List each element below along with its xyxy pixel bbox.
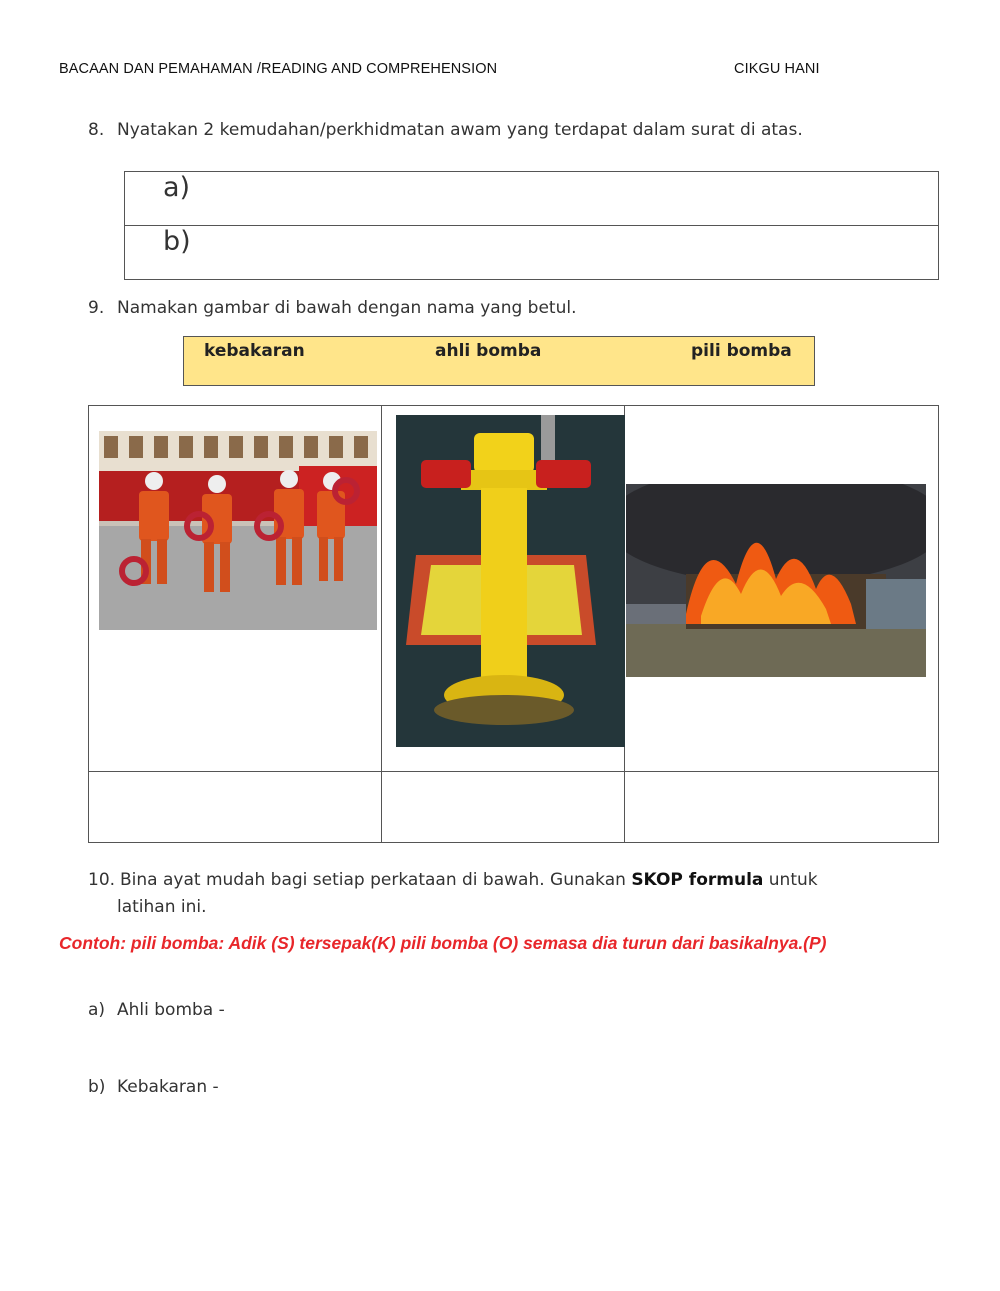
question-8	[88, 120, 803, 140]
item-text: Ahli bomba -	[117, 1000, 225, 1020]
item-label: a)	[88, 1000, 106, 1020]
word-bank-item[interactable]: pili bomba	[691, 341, 792, 361]
answer-row-b[interactable]: b)	[125, 226, 939, 280]
example-sentence: Contoh: pili bomba: Adik (S) tersepak(K) pili bomba (O) semasa dia turun dari basikalnya.(P)	[59, 933, 827, 953]
answer-row-a[interactable]: a)	[125, 172, 939, 226]
word-bank-item[interactable]: ahli bomba	[435, 341, 542, 361]
picture-table	[88, 405, 939, 843]
question-9	[88, 298, 577, 318]
picture-cell-firefighters	[89, 406, 382, 772]
answer-cell-2[interactable]	[382, 772, 625, 843]
word-bank-item[interactable]: kebakaran	[204, 341, 305, 361]
item-label: b)	[88, 1077, 106, 1097]
header-author: CIKGU HANI	[734, 61, 820, 77]
word-bank	[183, 336, 815, 386]
header-title: BACAAN DAN PEMAHAMAN /READING AND COMPREHENSION	[59, 61, 498, 77]
item-text: Kebakaran -	[117, 1077, 219, 1097]
answer-cell-1[interactable]	[89, 772, 382, 843]
answer-cell-3[interactable]	[625, 772, 939, 843]
firefighters-photo	[99, 431, 377, 630]
picture-cell-hydrant	[382, 406, 625, 772]
fire-photo	[626, 484, 926, 677]
hydrant-photo	[396, 415, 625, 747]
skop-formula-label: SKOP formula	[631, 870, 764, 890]
question-text: Nyatakan 2 kemudahan/perkhidmatan awam yang terdapat dalam surat di atas.	[117, 120, 803, 140]
question-text-end: untuk	[763, 870, 818, 890]
question-number: 9.	[88, 298, 105, 318]
question-text: Bina ayat mudah bagi setiap perkataan di bawah. Gunakan	[120, 870, 632, 890]
item-a	[88, 1000, 225, 1020]
answer-table-q8	[124, 171, 939, 280]
question-number: 8.	[88, 120, 105, 140]
question-number: 10.	[88, 870, 116, 890]
picture-cell-fire	[625, 406, 939, 772]
question-10-line2: latihan ini.	[117, 897, 207, 917]
question-text: Namakan gambar di bawah dengan nama yang betul.	[117, 298, 577, 318]
question-10	[88, 870, 939, 890]
item-b	[88, 1077, 219, 1097]
